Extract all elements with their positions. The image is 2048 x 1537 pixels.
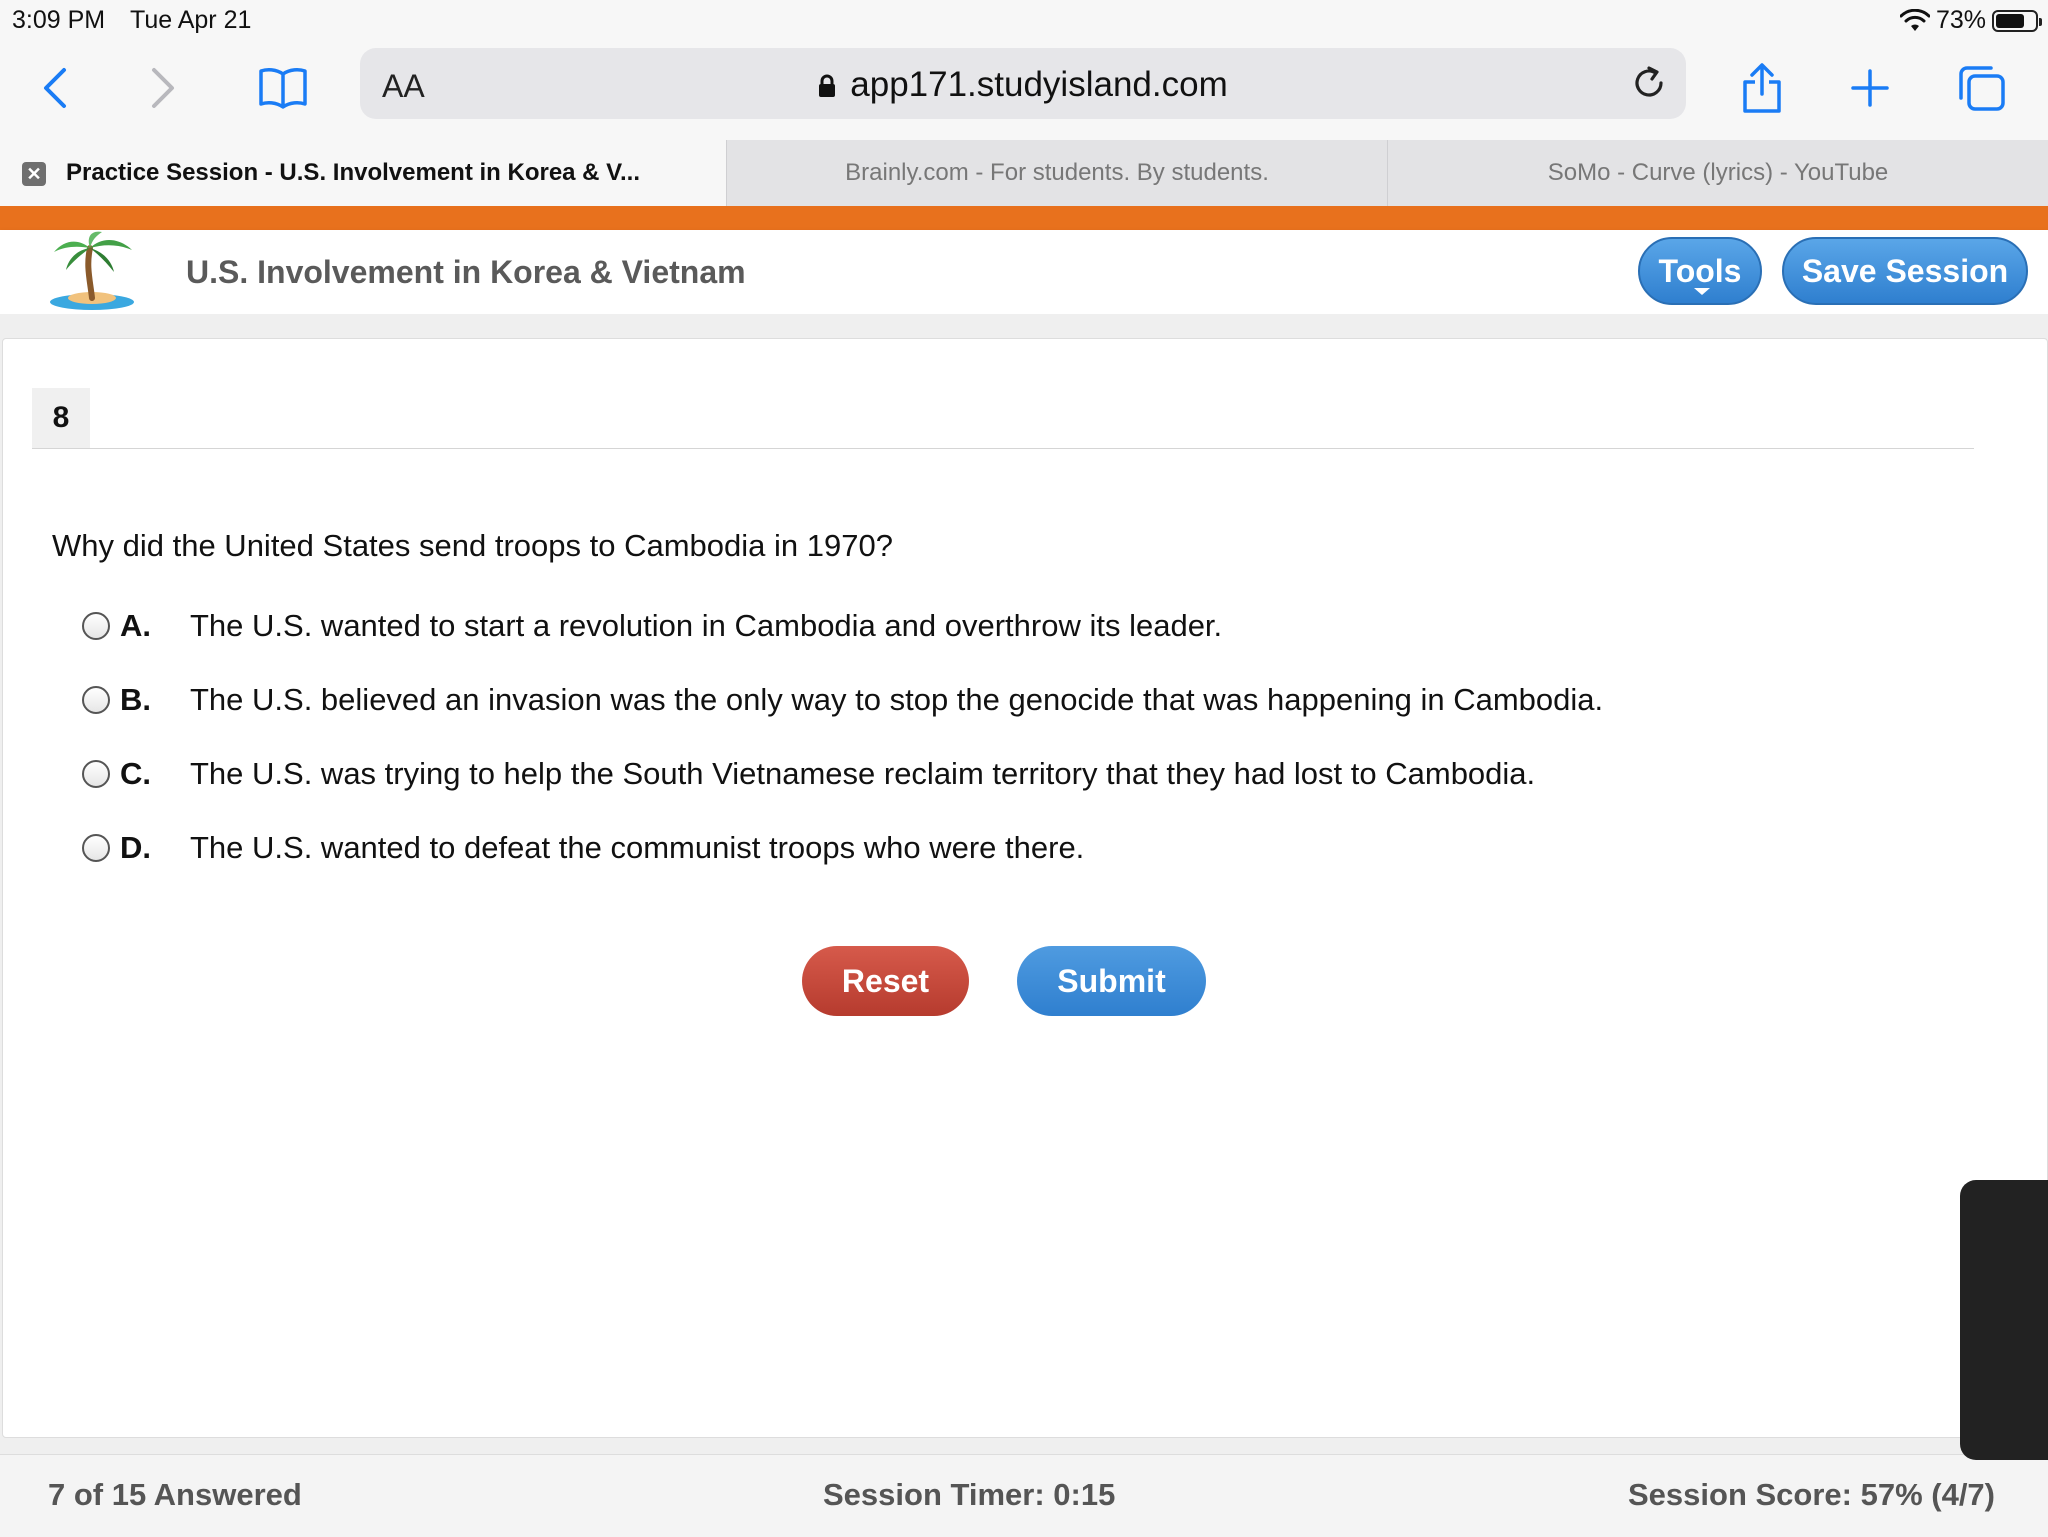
question-text: Why did the United States send troops to Cambodia in 1970? <box>52 528 893 563</box>
back-icon[interactable] <box>27 60 83 116</box>
tab-label: SoMo - Curve (lyrics) - YouTube <box>1547 159 1889 186</box>
reload-icon[interactable] <box>1628 62 1670 104</box>
choice-text: The U.S. wanted to defeat the communist troops who were there. <box>190 830 1085 865</box>
forward-icon[interactable] <box>135 60 191 116</box>
status-bar <box>0 0 2048 40</box>
tab-practice-session[interactable] <box>0 140 726 206</box>
bookmarks-icon[interactable] <box>255 60 311 116</box>
tools-button[interactable]: Tools <box>1638 237 1762 305</box>
choice-a[interactable] <box>82 606 1222 646</box>
choice-letter: B. <box>120 682 151 717</box>
choice-text: The U.S. wanted to start a revolution in Cambodia and overthrow its leader. <box>190 608 1223 643</box>
url-text: app171.studyisland.com <box>850 65 1228 104</box>
wifi-icon <box>1900 9 1930 33</box>
orange-accent-bar <box>0 206 2048 230</box>
submit-button[interactable]: Submit <box>1017 946 1206 1016</box>
choice-letter: D. <box>120 830 151 865</box>
battery-icon <box>1992 10 2038 32</box>
choice-b[interactable] <box>82 680 1603 720</box>
tab-youtube[interactable] <box>1387 140 2048 206</box>
session-score: Session Score: 57% (4/7) <box>1628 1477 1995 1512</box>
choice-text: The U.S. was trying to help the South Vietnamese reclaim territory that they had lost to Cambodia. <box>190 756 1536 791</box>
choice-d[interactable] <box>82 828 1084 868</box>
status-time: 3:09 PM <box>12 6 106 34</box>
radio-button[interactable] <box>82 686 110 714</box>
save-session-button[interactable]: Save Session <box>1782 237 2028 305</box>
address-bar[interactable] <box>360 48 1686 119</box>
choice-text: The U.S. believed an invasion was the only way to stop the genocide that was happening in Cambodia. <box>190 682 1604 717</box>
new-tab-icon[interactable] <box>1842 60 1898 116</box>
tab-brainly[interactable] <box>726 140 1387 206</box>
tab-label: Brainly.com - For students. By students. <box>845 159 1269 186</box>
close-tab-icon[interactable]: ✕ <box>22 162 46 186</box>
share-icon[interactable] <box>1734 60 1790 116</box>
divider <box>32 448 1974 449</box>
status-indicators <box>1900 6 2038 35</box>
text-size-button[interactable]: AA <box>382 68 425 104</box>
app-header <box>0 230 2048 314</box>
session-footer <box>0 1454 2048 1537</box>
choice-letter: A. <box>120 608 151 643</box>
answered-count: 7 of 15 Answered <box>48 1477 302 1512</box>
reset-button[interactable]: Reset <box>802 946 969 1016</box>
session-timer: Session Timer: 0:15 <box>823 1477 1116 1512</box>
radio-button[interactable] <box>82 760 110 788</box>
choice-letter: C. <box>120 756 151 791</box>
tabs-overview-icon[interactable] <box>1954 60 2010 116</box>
palm-tree-logo <box>46 230 142 312</box>
lock-icon <box>818 74 836 98</box>
radio-button[interactable] <box>82 834 110 862</box>
tab-label: Practice Session - U.S. Involvement in Korea & V... <box>66 159 640 186</box>
question-card <box>2 338 2048 1438</box>
browser-toolbar <box>0 40 2048 140</box>
status-date: Tue Apr 21 <box>130 6 252 34</box>
battery-percent: 73% <box>1935 6 1986 34</box>
browser-tab-bar <box>0 140 2048 206</box>
chevron-down-icon <box>1694 288 1710 295</box>
page-title: U.S. Involvement in Korea & Vietnam <box>186 254 746 290</box>
choice-c[interactable] <box>82 754 1535 794</box>
question-number: 8 <box>32 388 90 448</box>
overlay-panel[interactable] <box>1960 1180 2048 1460</box>
radio-button[interactable] <box>82 612 110 640</box>
